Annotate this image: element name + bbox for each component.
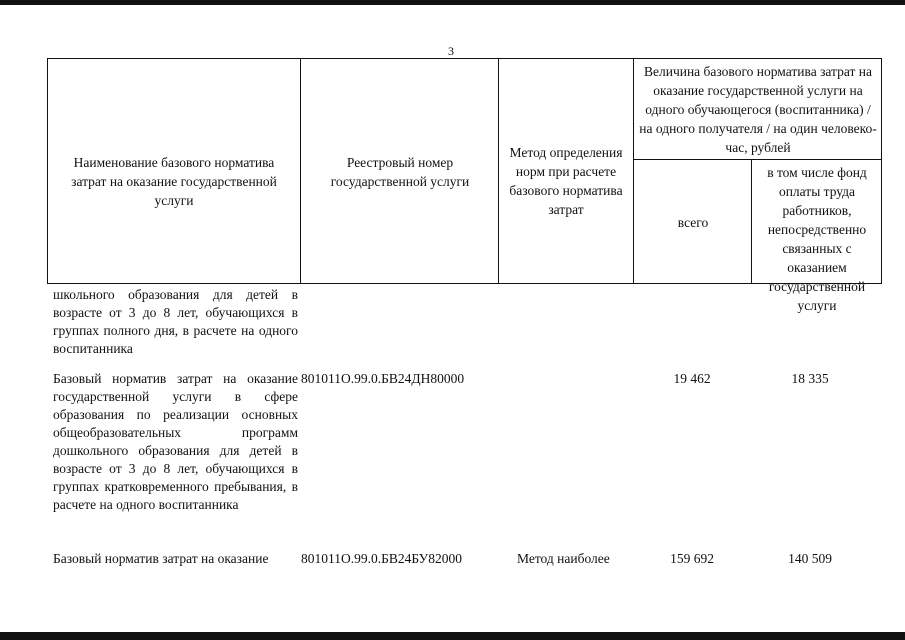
row-name-continuation: школьного образования для детей в возрасте от 3 до 8 лет, обучающихся в группах полного дня, в расчете на одного воспитанника <box>53 287 298 356</box>
header-total-column: всего <box>677 215 709 230</box>
header-payroll-column: в том числе фонд оплаты труда работников, непосредственно связанных с оказанием государственной услуги <box>767 165 867 313</box>
row-value-payroll: 140 509 <box>788 551 832 566</box>
table-right-line <box>881 58 882 284</box>
row-value-total: 159 692 <box>670 551 714 566</box>
table-left-line <box>47 58 48 284</box>
row-name: Базовый норматив затрат на оказание государственной услуги в сфере образования по реализации основных общеобразовательных программ дошкольного образования для детей в возрасте от 3 до 8 лет, обучающихся в группах кратковременного пребывания, в расчете на одного воспитанника <box>53 371 298 512</box>
column-divider <box>300 58 301 284</box>
header-method-column: Метод определения норм при расчете базового норматива затрат <box>509 145 623 217</box>
row-registry-number: 801011О.99.0.БВ24ДН80000 <box>301 371 465 386</box>
header-name-column: Наименование базового норматива затрат на оказание государственной услуги <box>71 155 277 208</box>
column-divider <box>498 58 499 284</box>
row-registry-number: 801011О.99.0.БВ24БУ82000 <box>301 551 462 566</box>
row-value-payroll: 18 335 <box>791 371 829 386</box>
bottom-border-rule <box>0 632 905 640</box>
column-divider <box>751 159 752 284</box>
header-value-group: Величина базового норматива затрат на оказание государственной услуги на одного обучающегося (воспитанника) / на одного получателя / на один человеко-час, рублей <box>639 64 877 155</box>
row-name: Базовый норматив затрат на оказание <box>53 551 269 566</box>
table-top-line <box>47 58 882 59</box>
row-value-total: 19 462 <box>673 371 711 386</box>
page-number: 3 <box>448 44 454 58</box>
table-header <box>47 58 882 313</box>
column-divider <box>633 58 634 284</box>
top-border-rule <box>0 0 905 5</box>
header-registry-column: Реестровый номер государственной услуги <box>330 155 470 189</box>
value-subheader-line <box>633 159 882 160</box>
row-method: Метод наиболее <box>517 551 610 566</box>
